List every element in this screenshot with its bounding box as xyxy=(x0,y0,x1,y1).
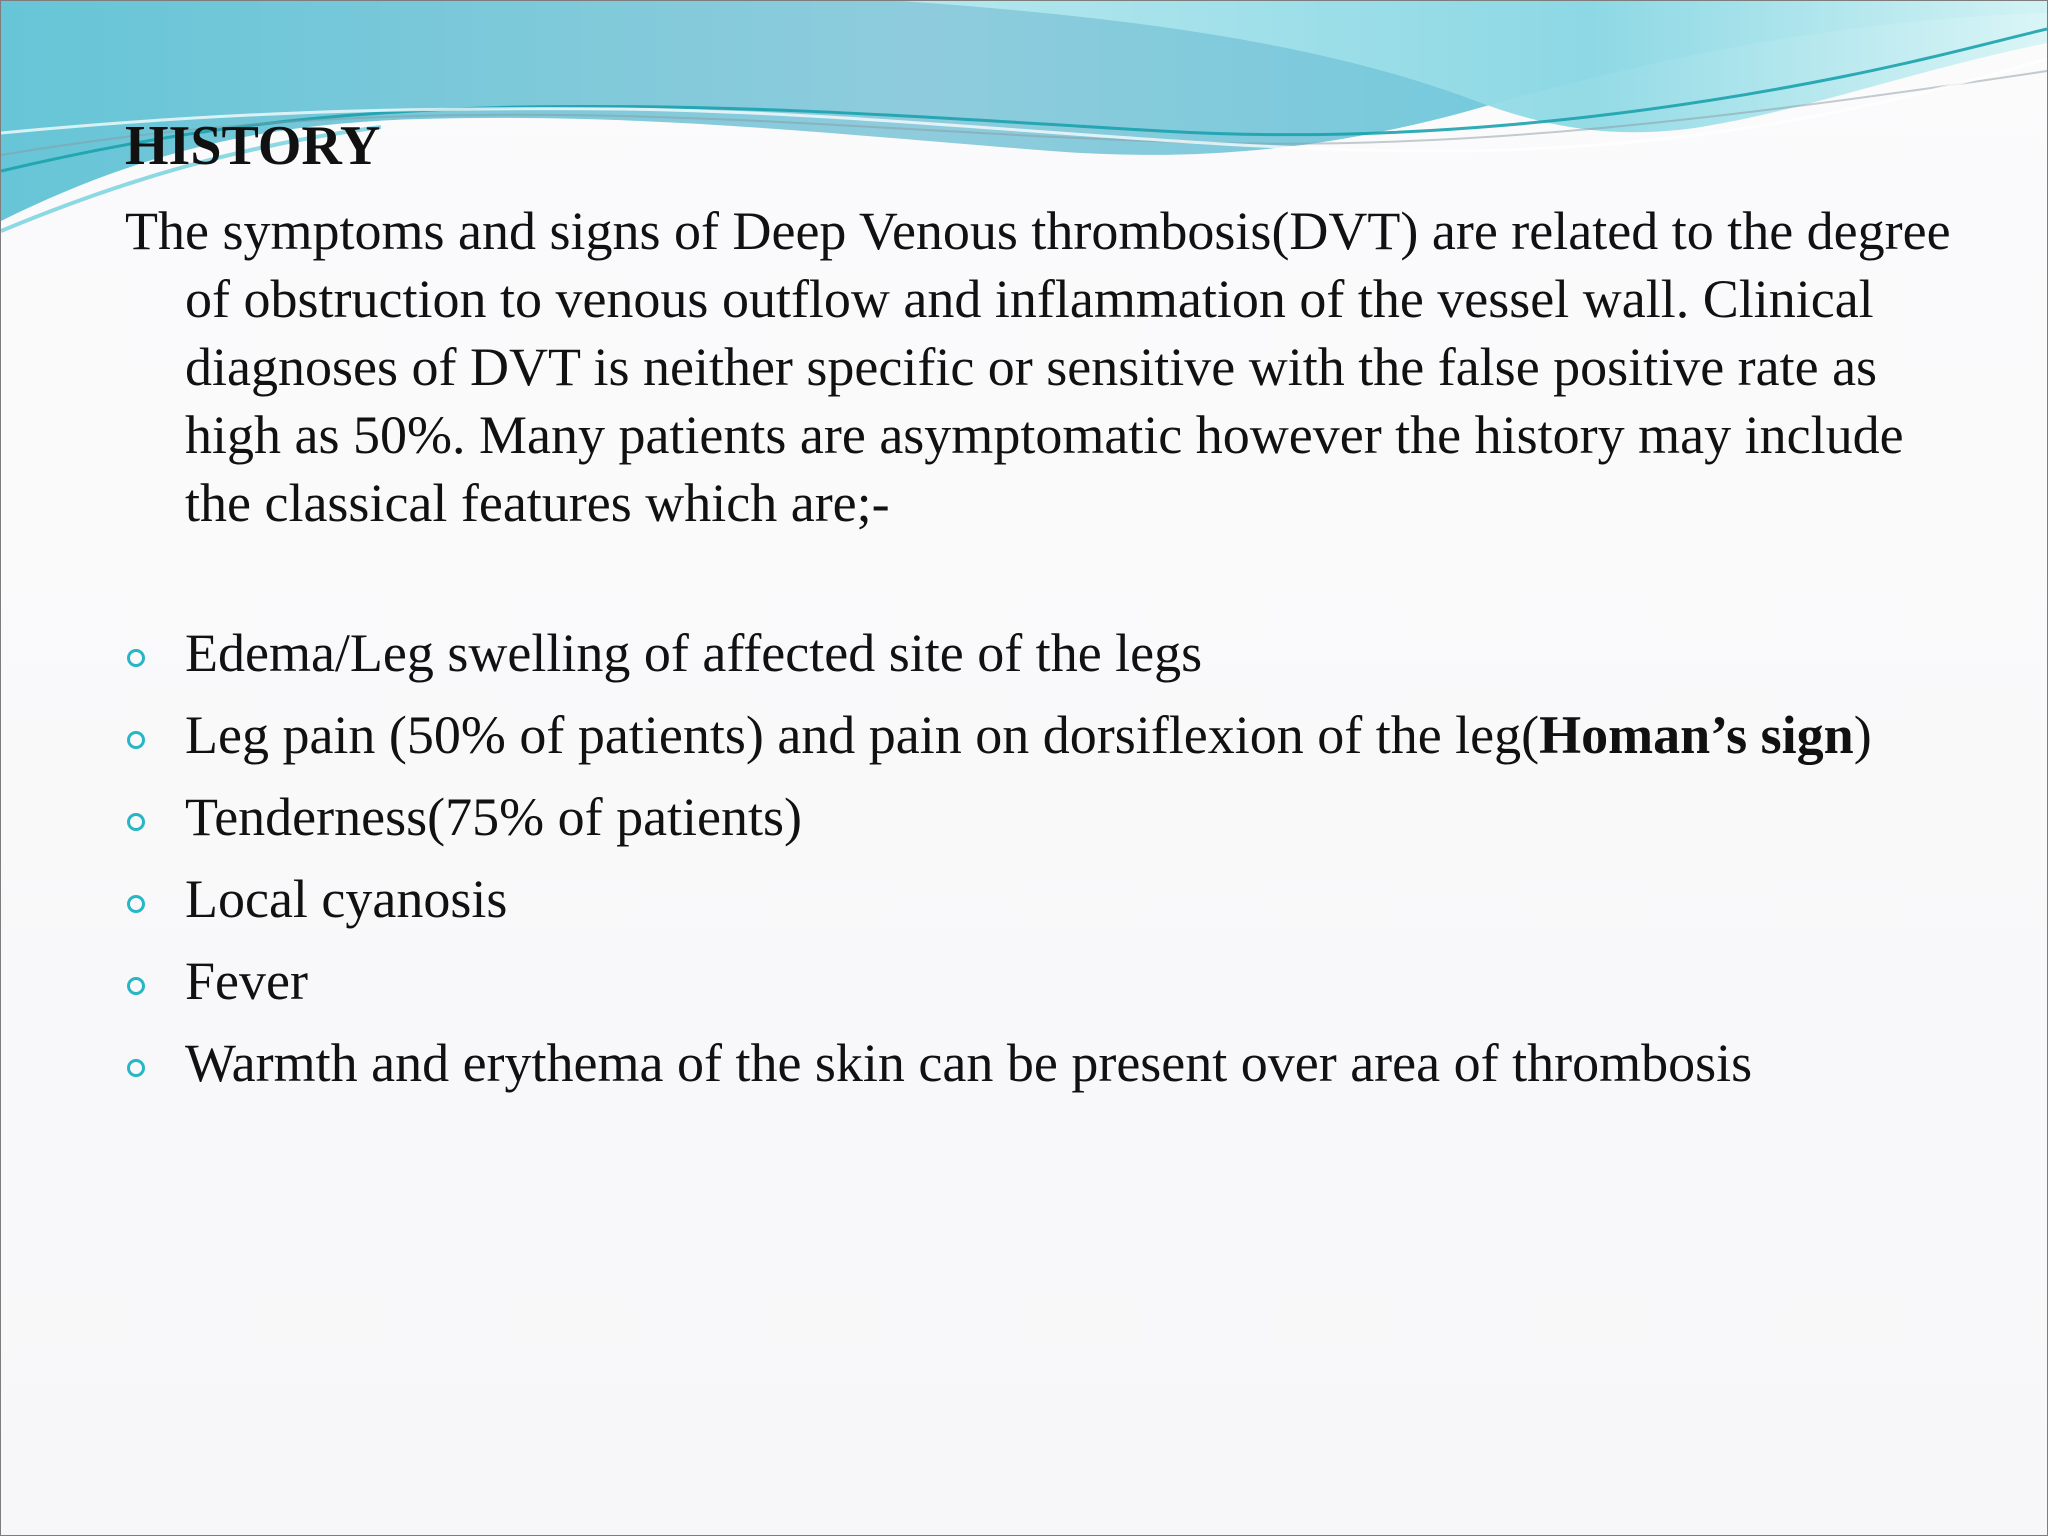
bullet-text: Warmth and erythema of the skin can be present over area of thrombosis xyxy=(185,1033,1753,1093)
list-item xyxy=(121,701,1951,769)
symptom-bullet-list xyxy=(121,619,1951,1111)
hollow-circle-bullet-icon xyxy=(127,1059,145,1077)
hollow-circle-bullet-icon xyxy=(127,895,145,913)
bullet-text: Edema/Leg swelling of affected site of the legs xyxy=(185,623,1203,683)
slide-title: HISTORY xyxy=(125,115,381,177)
list-item xyxy=(121,947,1951,1015)
list-item xyxy=(121,619,1951,687)
bullet-text: Fever xyxy=(185,951,308,1011)
intro-paragraph: The symptoms and signs of Deep Venous thrombosis(DVT) are related to the degree of obstruction to venous outflow and inflammation of the vessel wall. Clinical diagnoses of DVT is neither specific or sensitive with the false positive rate as high as 50%. Many patients are asymptomatic however the history may include the classical features which are;- xyxy=(125,201,1951,533)
hollow-circle-bullet-icon xyxy=(127,977,145,995)
list-item xyxy=(121,865,1951,933)
hollow-circle-bullet-icon xyxy=(127,731,145,749)
bullet-text-after: ) xyxy=(1853,705,1872,765)
list-item xyxy=(121,1029,1951,1097)
slide-content xyxy=(1,1,2047,1535)
bullet-text: Tenderness(75% of patients) xyxy=(185,787,803,847)
bullet-text-bold: Homan’s sign xyxy=(1539,705,1854,765)
bullet-text: Local cyanosis xyxy=(185,869,508,929)
hollow-circle-bullet-icon xyxy=(127,649,145,667)
bullet-text-before: Leg pain (50% of patients) and pain on dorsiflexion of the leg( xyxy=(185,705,1540,765)
hollow-circle-bullet-icon xyxy=(127,813,145,831)
list-item xyxy=(121,783,1951,851)
